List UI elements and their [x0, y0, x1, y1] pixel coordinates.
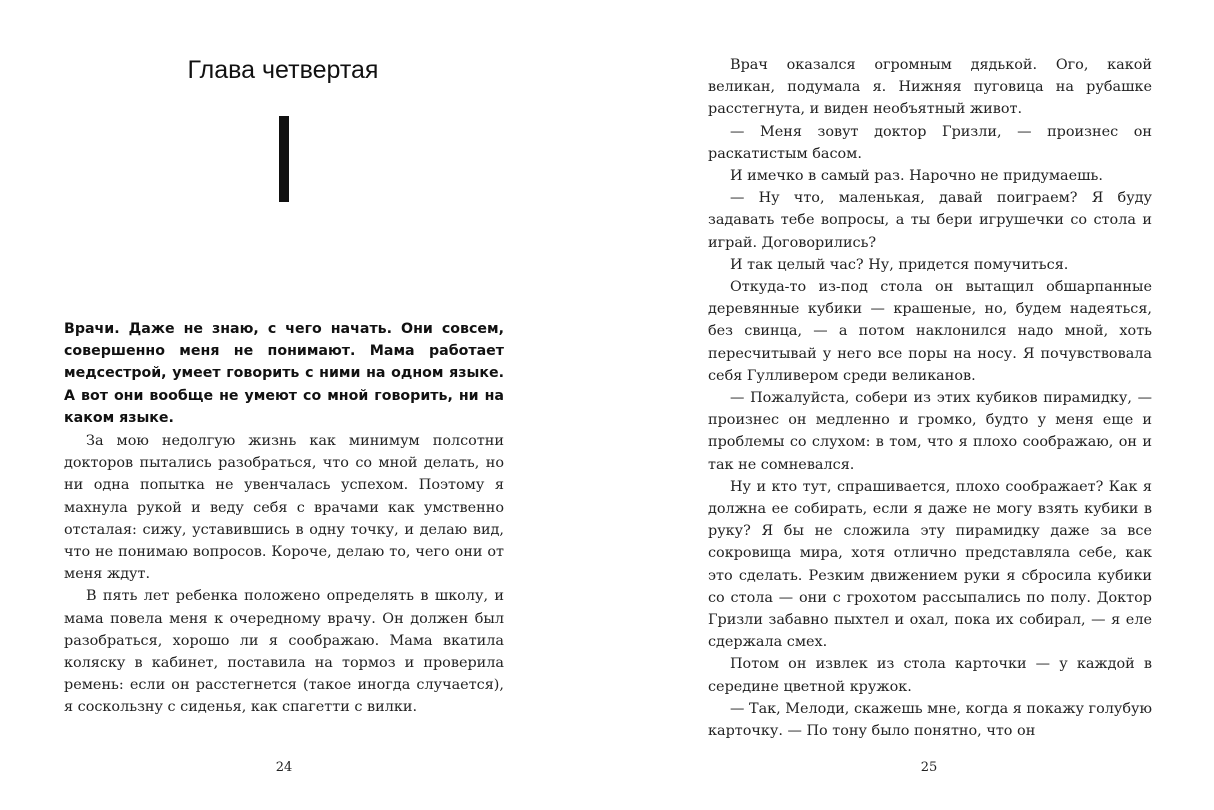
paragraph: За мою недолгую жизнь как минимум полсотни докторов пытались разобраться, что со мной делать, но ни одна попытка не увенчалась успехом. Поэтому я махнула рукой и веду себя с врачами как умственно отсталая: сижу, уставившись в одну точку, и делаю вид, что не понимаю вопросов. Короче, делаю то, чего они от меня ждут.: [64, 433, 504, 583]
chapter-numeral: [279, 116, 289, 202]
page-number: 24: [275, 760, 293, 775]
paragraph: — Меня зовут доктор Гризли, — произнес он раскатистым басом.: [708, 123, 1152, 162]
right-page: [607, 0, 1214, 810]
paragraph: — Так, Мелоди, скажешь мне, когда я покажу голубую карточку. — По тону было понятно, что он: [708, 700, 1153, 740]
paragraph: Ну и кто тут, спрашивается, плохо соображает? Как я должна ее собирать, если я даже не могу взять кубики в руку? Я бы не сложила эту пирамидку даже за все сокровища мира, хотя отлично представляла себе, как это сделать. Резким движением руки я сбросила кубики со стола — они с грохотом рассыпались по полу. Доктор Гризли забавно пыхтел и охал, пока их собирал, — я еле сдержала смех.: [708, 478, 1152, 651]
paragraph: Откуда-то из-под стола он вытащил обшарпанные деревянные кубики — крашеные, но, будем надеяться, без свинца, — а потом наклонился надо мной, хоть пересчитывай у него все поры на носу. Я почувствовала себя Гулливером среди великанов.: [708, 279, 1152, 384]
chapter-lead-paragraph: Врачи. Даже не знаю, с чего начать. Они совсем, совершенно меня не понимают. Мама работает медсестрой, умеет говорить с ними на одном языке. А вот они вообще не умеют со мной говорить, ни на каком языке.: [64, 321, 504, 426]
paragraph: И так целый час? Ну, придется помучиться.: [730, 256, 1069, 273]
paragraph: В пять лет ребенка положено определять в школу, и мама повела меня к очередному врачу. Он должен был разобраться, хорошо ли я соображаю. Мама вкатила коляску в кабинет, поставила на тормоз и проверила ремень: если он расстегнется (такое иногда случается), я соскользну с сиденья, как спагетти с вилки.: [64, 588, 504, 716]
paragraph: Потом он извлек из стола карточки — у каждой в середине цветной кружок.: [708, 656, 1152, 695]
paragraph: Врач оказался огромным дядькой. Ого, какой великан, подумала я. Нижняя пуговица на рубашке расстегнута, и виден необъятный живот.: [708, 57, 1152, 118]
paragraph: — Ну что, маленькая, давай поиграем? Я буду задавать тебе вопросы, а ты бери игрушечки со стола и играй. Договорились?: [708, 190, 1152, 251]
chapter-title: Глава четвертая: [187, 56, 379, 84]
right-body-text: [708, 54, 1152, 742]
paragraph: И имечко в самый раз. Нарочно не придумаешь.: [730, 168, 1103, 185]
left-body-text: [64, 430, 504, 719]
paragraph: — Пожалуйста, собери из этих кубиков пирамидку, — произнес он медленно и громко, будто у меня еще и проблемы со слухом: в том, что я плохо соображаю, он и так не сомневался.: [708, 390, 1152, 473]
page-number: 25: [920, 760, 938, 775]
